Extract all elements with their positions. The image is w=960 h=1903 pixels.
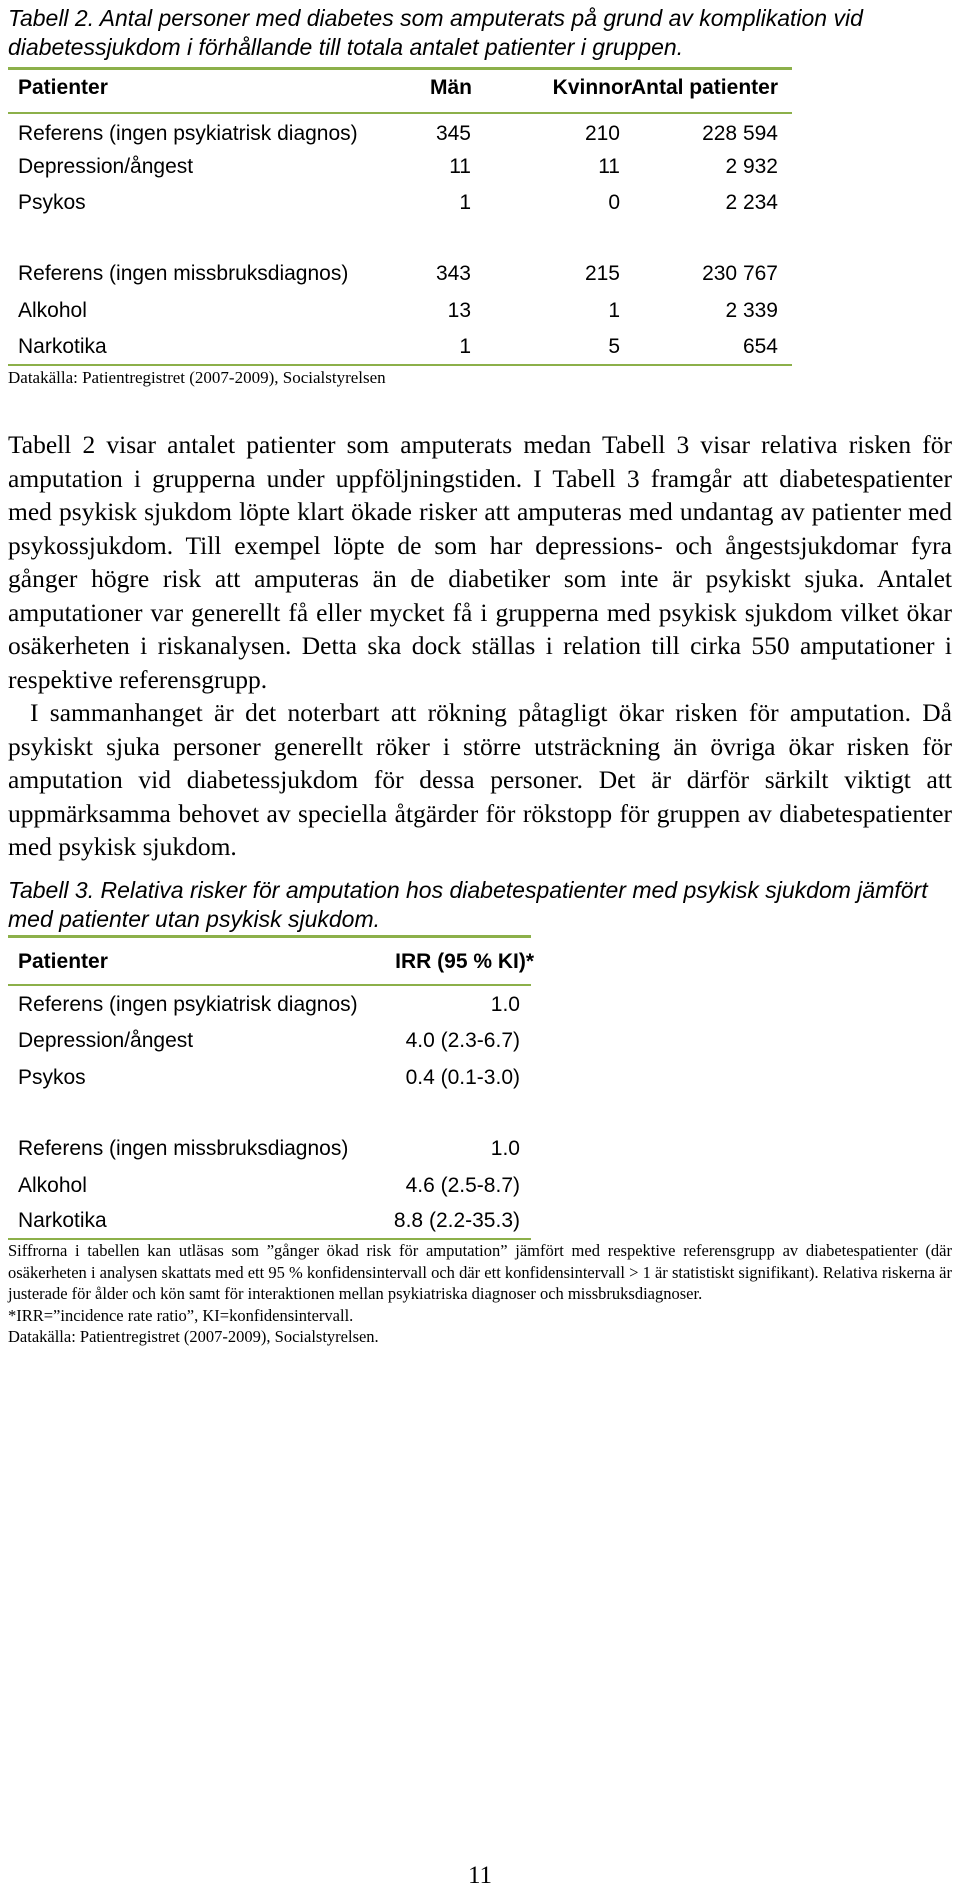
- cell-antal: 2 932: [725, 155, 778, 178]
- page-number: 11: [467, 1862, 493, 1889]
- cell-man: 11: [449, 155, 471, 178]
- cell-antal: 2 339: [725, 299, 778, 322]
- table2-header-row: [18, 74, 778, 102]
- table3-header-row: [18, 948, 534, 976]
- cell-irr: 1.0: [490, 993, 520, 1016]
- row-label: Depression/ångest: [18, 1029, 194, 1052]
- table-row: [18, 1064, 520, 1092]
- row-label: Referens (ingen psykiatrisk diagnos): [18, 993, 358, 1016]
- table-row: [18, 297, 778, 325]
- table3-top-rule: [8, 935, 531, 938]
- cell-kvinnor: 11: [598, 155, 620, 178]
- table-row: [18, 153, 778, 181]
- row-label: Psykos: [18, 1066, 86, 1089]
- table3-footnotes: [8, 1240, 952, 1348]
- table3-header-rule: [8, 984, 531, 986]
- cell-man: 1: [459, 335, 471, 358]
- table2-header-patienter: Patienter: [18, 76, 108, 99]
- cell-man: 345: [435, 122, 471, 145]
- row-label: Referens (ingen psykiatrisk diagnos): [18, 122, 358, 145]
- table-row: [18, 189, 778, 217]
- cell-man: 13: [447, 299, 471, 322]
- table-row: [18, 1027, 520, 1055]
- table-row: [18, 333, 778, 361]
- cell-irr: 0.4 (0.1-3.0): [405, 1066, 520, 1089]
- cell-antal: 228 594: [702, 122, 778, 145]
- table2-header-antal: Antal patienter: [630, 76, 778, 99]
- table2-header-man: Män: [430, 76, 472, 99]
- cell-irr: 4.0 (2.3-6.7): [405, 1029, 520, 1052]
- cell-kvinnor: 210: [584, 122, 620, 145]
- table3-header-patienter: Patienter: [18, 950, 108, 973]
- cell-kvinnor: 215: [584, 262, 620, 285]
- table-row: [18, 1135, 520, 1163]
- cell-man: 1: [459, 191, 471, 214]
- row-label: Narkotika: [18, 1209, 107, 1232]
- footnote-irr: *IRR=”incidence rate ratio”, KI=konfidensintervall.: [8, 1305, 354, 1325]
- table-row: [18, 260, 778, 288]
- cell-irr: 1.0: [490, 1137, 520, 1160]
- table2-bottom-rule: [8, 364, 792, 366]
- table2-top-rule: [8, 67, 792, 70]
- cell-man: 343: [435, 262, 471, 285]
- table2-caption: Tabell 2. Antal personer med diabetes som amputerats på grund av komplikation vid diabetessjukdom i förhållande till totala antalet patienter i gruppen.: [8, 5, 863, 60]
- body-paragraph-2: I sammanhanget är det noterbart att rökning påtagligt ökar risken för amputation. Då psykiskt sjuka personer generellt röker i större utsträckning än övriga ökar risken för amputation vid diabetessjukdom för dessa personer. Det är därför särkilt viktigt att uppmärksamma behovet av speciella åtgärder för rökstopp för gruppen av diabetespatienter med psykisk sjukdom.: [8, 698, 952, 861]
- table-row: [18, 120, 778, 148]
- table3-header-irr: IRR (95 % KI)*: [395, 950, 534, 973]
- table-row: [18, 1207, 520, 1235]
- row-label: Psykos: [18, 191, 86, 214]
- row-label: Referens (ingen missbruksdiagnos): [18, 1137, 349, 1160]
- body-text: [8, 428, 952, 864]
- cell-kvinnor: 0: [608, 191, 620, 214]
- cell-antal: 230 767: [702, 262, 778, 285]
- footnote-explanation: Siffrorna i tabellen kan utläsas som ”gånger ökad risk för amputation” jämfört med respektive referensgrupp av diabetespatienter (där osäkerheten i analysen skattats med ett 95 % konfidensintervall och där ett konfidensintervall > 1 är statistiskt signifikant). Relativa riskerna är justerade för ålder och kön samt för interaktionen mellan psykiatriska diagnoser och missbruksdiagnoser.: [8, 1241, 952, 1303]
- table-row: [18, 1172, 520, 1200]
- body-paragraph-1: Tabell 2 visar antalet patienter som amputerats medan Tabell 3 visar relativa risken för amputation i grupperna under uppföljningstiden. I Tabell 3 framgår att diabetespatienter med psykisk sjukdom löpte klart ökade risker att amputeras med undantag av patienter med psykossjukdom. Till exempel löpte de som har depressions- och ångestsjukdomar fyra gånger högre risk att amputeras än de diabetiker som inte är psykiskt sjuka. Antalet amputationer var generellt få eller mycket få i grupperna med psykisk sjukdom vilket ökar osäkerheten i riskanalysen. Detta ska dock ställas i relation till cirka 550 amputationer i respektive referensgrupp.: [8, 430, 952, 694]
- cell-antal: 654: [742, 335, 778, 358]
- footnote-source: Datakälla: Patientregistret (2007-2009), Socialstyrelsen.: [8, 1327, 379, 1346]
- table2-header-kvinnor: Kvinnor: [552, 76, 632, 99]
- row-label: Narkotika: [18, 335, 107, 358]
- cell-kvinnor: 1: [608, 299, 620, 322]
- table3-caption: Tabell 3. Relativa risker för amputation hos diabetespatienter med psykisk sjukdom jämfört med patienter utan psykisk sjukdom.: [8, 877, 928, 932]
- table-row: [18, 991, 520, 1019]
- table2-source: Datakälla: Patientregistret (2007-2009), Socialstyrelsen: [8, 368, 386, 387]
- row-label: Referens (ingen missbruksdiagnos): [18, 262, 349, 285]
- cell-irr: 4.6 (2.5-8.7): [405, 1174, 520, 1197]
- cell-antal: 2 234: [725, 191, 778, 214]
- row-label: Alkohol: [18, 299, 87, 322]
- row-label: Alkohol: [18, 1174, 87, 1197]
- table2-header-rule: [8, 112, 792, 114]
- cell-kvinnor: 5: [608, 335, 620, 358]
- row-label: Depression/ångest: [18, 155, 194, 178]
- cell-irr: 8.8 (2.2-35.3): [393, 1209, 520, 1232]
